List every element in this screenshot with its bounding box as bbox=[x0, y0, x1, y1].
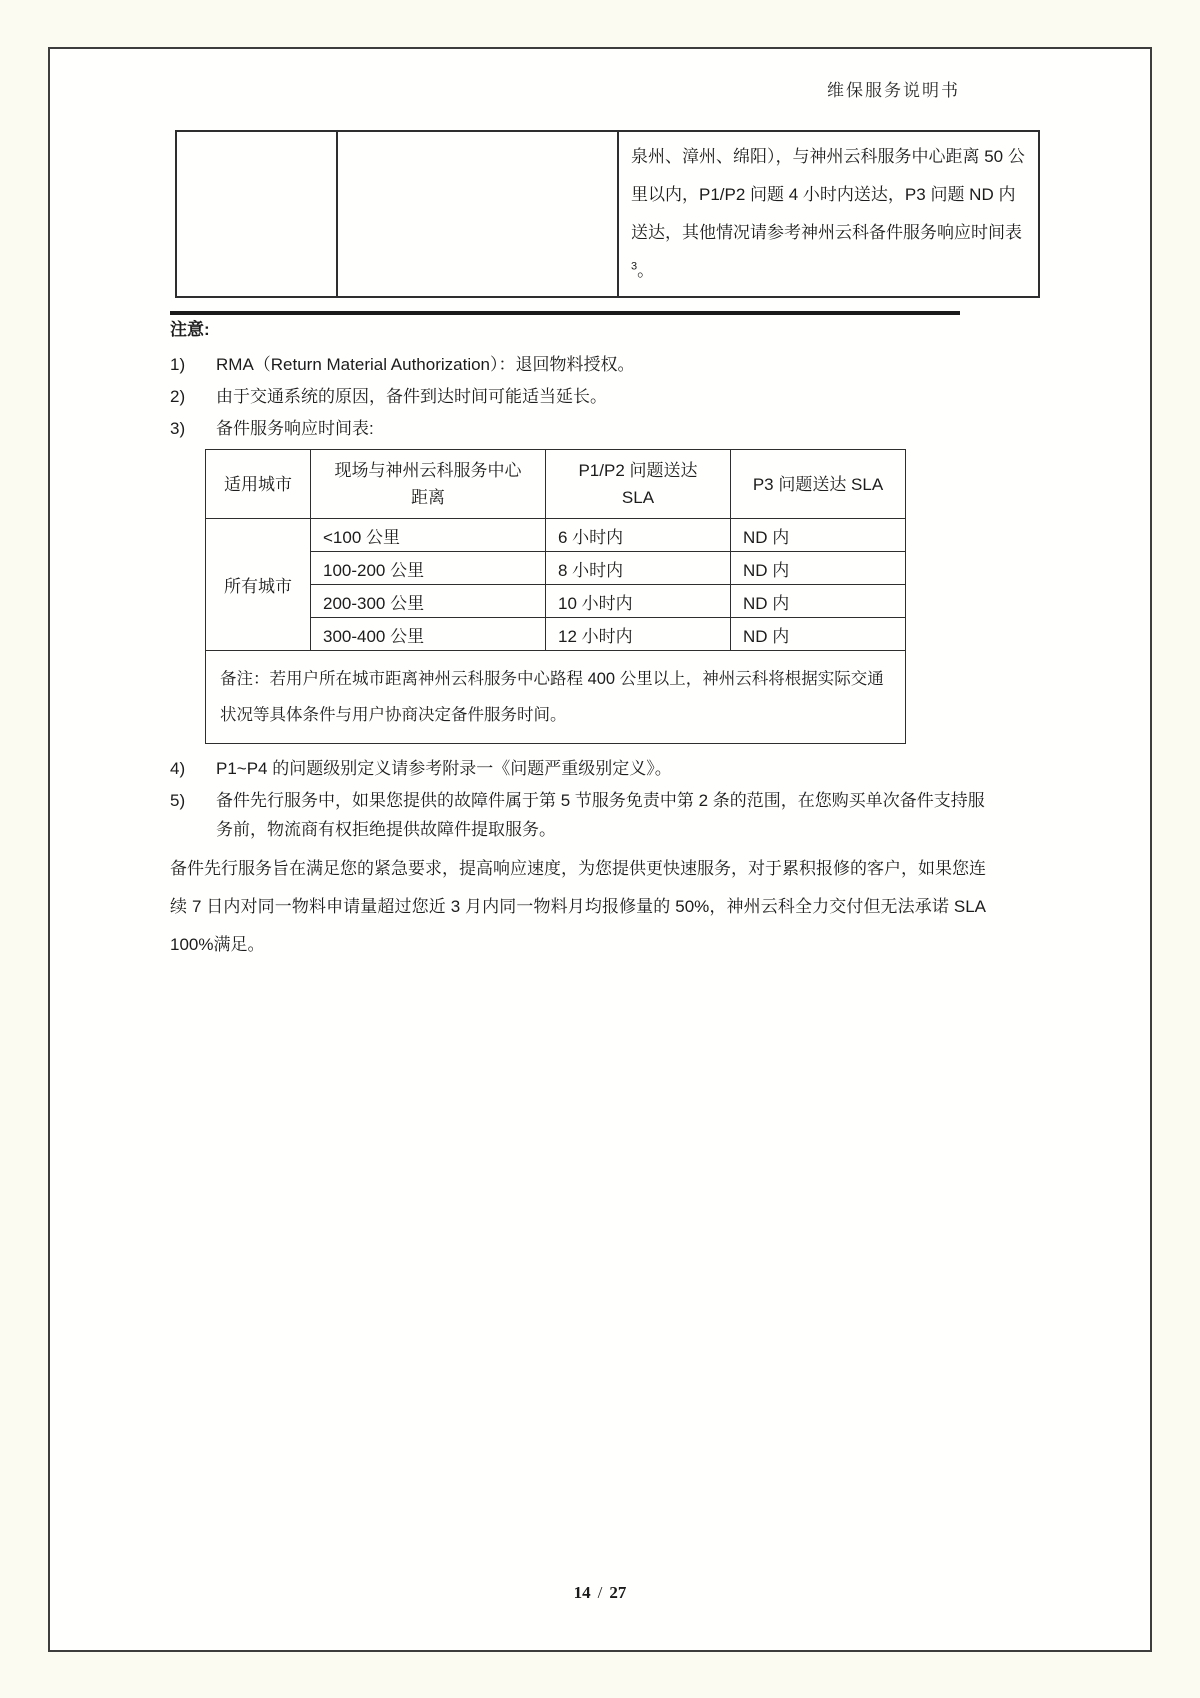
sla-header-p1p2-text: P1/P2 问题送达 SLA bbox=[578, 461, 698, 507]
list-item-5 bbox=[170, 786, 986, 844]
list-text-3: 备件服务响应时间表: bbox=[216, 419, 374, 438]
list-text-1: RMA（Return Material Authorization）：退回物料授权。 bbox=[216, 355, 635, 374]
sla-note: 备注：若用户所在城市距离神州云科服务中心路程 400 公里以上，神州云科将根据实际交通状况等具体条件与用户协商决定备件服务时间。 bbox=[206, 651, 906, 744]
sla-p1p2-4: 12 小时内 bbox=[546, 618, 731, 651]
list-item-2 bbox=[170, 382, 986, 411]
list-number-3: 3) bbox=[170, 419, 186, 438]
list-item-4 bbox=[170, 754, 986, 783]
continuation-cell-empty-1 bbox=[176, 131, 337, 297]
sla-p1p2-2: 8 小时内 bbox=[546, 552, 731, 585]
sla-distance-4: 300-400 公里 bbox=[311, 618, 546, 651]
sla-header-distance bbox=[311, 450, 546, 519]
sla-p3-4: ND 内 bbox=[731, 618, 906, 651]
list-number-5: 5) bbox=[170, 791, 186, 810]
closing-paragraph: 备件先行服务旨在满足您的紧急要求，提高响应速度，为您提供更快速服务，对于累积报修的客户，如果您连续 7 日内对同一物料申请量超过您近 3 月内同一物料月均报修量的 50%，神州云科全力交付但无法承诺 SLA 100%满足。 bbox=[170, 859, 986, 954]
list-text-4: P1~P4 的问题级别定义请参考附录一《问题严重级别定义》。 bbox=[216, 759, 672, 778]
continuation-table bbox=[175, 130, 1040, 298]
page-number-total: 27 bbox=[609, 1583, 627, 1602]
sla-city-group: 所有城市 bbox=[206, 519, 311, 651]
sla-header-distance-text: 现场与神州云科服务中心距离 bbox=[334, 461, 522, 507]
page-footer bbox=[48, 1583, 1152, 1603]
continuation-cell-text bbox=[618, 131, 1039, 297]
sla-row-3 bbox=[206, 585, 906, 618]
list-item-1 bbox=[170, 350, 986, 379]
sla-p3-2: ND 内 bbox=[731, 552, 906, 585]
notes-section bbox=[170, 316, 986, 964]
continuation-text-tail: 。 bbox=[637, 261, 655, 280]
footnote-ref-3: 3 bbox=[631, 260, 638, 273]
sla-table bbox=[205, 449, 906, 744]
list-text-5: 备件先行服务中，如果您提供的故障件属于第 5 节服务免责中第 2 条的范围，在您购买单次备件支持服务前，物流商有权拒绝提供故障件提取服务。 bbox=[216, 791, 985, 839]
sla-header-p1p2 bbox=[546, 450, 731, 519]
sla-distance-2: 100-200 公里 bbox=[311, 552, 546, 585]
list-item-3 bbox=[170, 414, 986, 443]
sla-row-1 bbox=[206, 519, 906, 552]
sla-p1p2-1: 6 小时内 bbox=[546, 519, 731, 552]
table-row bbox=[176, 131, 1039, 297]
list-number-4: 4) bbox=[170, 759, 186, 778]
sla-header-row bbox=[206, 450, 906, 519]
sla-note-row bbox=[206, 651, 906, 744]
continuation-text: 泉州、漳州、绵阳），与神州云科服务中心距离 50 公里以内，P1/P2 问题 4 小时内送达，P3 问题 ND 内送达，其他情况请参考神州云科备件服务响应时间表 bbox=[631, 147, 1025, 242]
sla-header-p3: P3 问题送达 SLA bbox=[731, 450, 906, 519]
list-number-1: 1) bbox=[170, 355, 186, 374]
continuation-cell-empty-2 bbox=[337, 131, 618, 297]
page-number-current: 14 bbox=[573, 1583, 591, 1602]
notice-title: 注意: bbox=[170, 320, 210, 339]
sla-header-city: 适用城市 bbox=[206, 450, 311, 519]
sla-p1p2-3: 10 小时内 bbox=[546, 585, 731, 618]
page-header bbox=[170, 76, 960, 101]
sla-row-2 bbox=[206, 552, 906, 585]
list-text-2: 由于交通系统的原因，备件到达时间可能适当延长。 bbox=[216, 387, 607, 406]
list-number-2: 2) bbox=[170, 387, 186, 406]
section-divider bbox=[170, 311, 960, 315]
page-number-separator: / bbox=[597, 1583, 603, 1602]
header-title: 维保服务说明书 bbox=[827, 81, 960, 100]
sla-p3-1: ND 内 bbox=[731, 519, 906, 552]
sla-p3-3: ND 内 bbox=[731, 585, 906, 618]
sla-distance-3: 200-300 公里 bbox=[311, 585, 546, 618]
sla-distance-1: <100 公里 bbox=[311, 519, 546, 552]
sla-row-4 bbox=[206, 618, 906, 651]
